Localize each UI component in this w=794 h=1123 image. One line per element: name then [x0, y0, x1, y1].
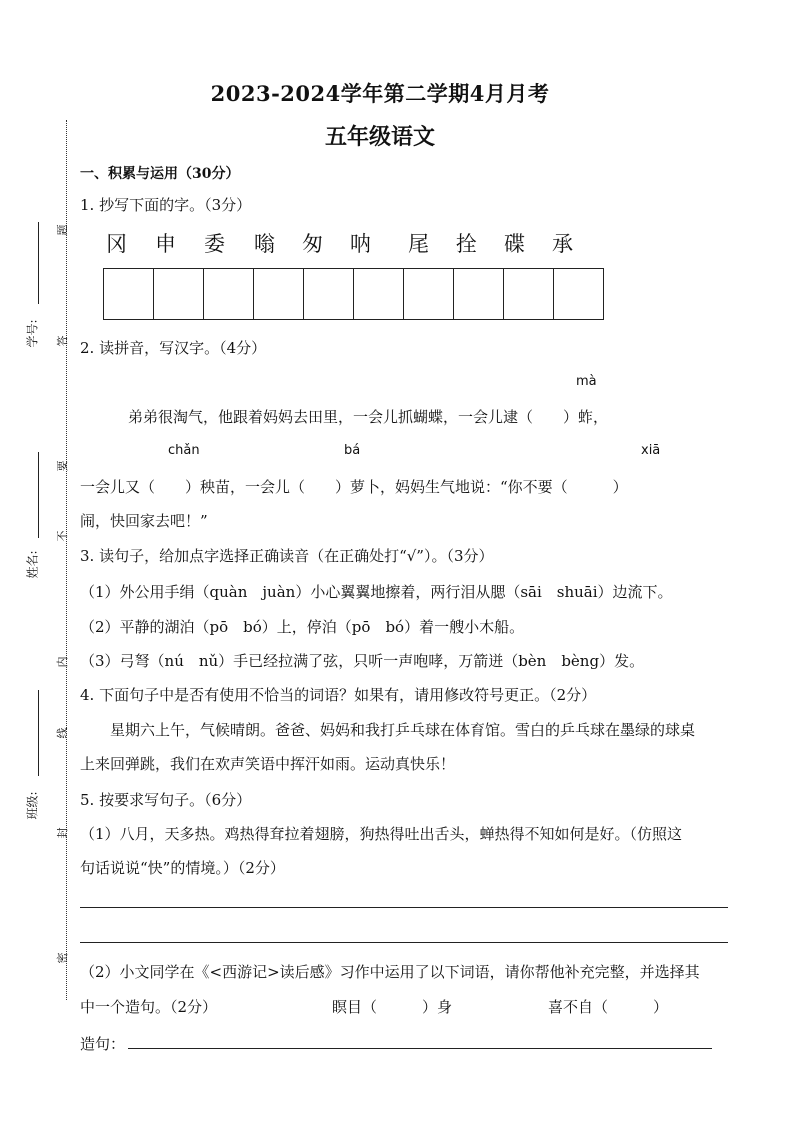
pinyin-hint: xiā — [641, 443, 661, 458]
writing-cell[interactable] — [304, 269, 354, 319]
idiom-blank: 瞑目（ ）身 — [332, 998, 453, 1016]
pinyin-hint: chǎn — [168, 443, 200, 458]
binding-dotted-line — [66, 120, 67, 1000]
copy-char: 尾 — [408, 232, 429, 256]
make-sentence-line[interactable] — [128, 1048, 712, 1049]
seal-char: 题 — [56, 224, 69, 236]
seal-char: 内 — [56, 656, 69, 668]
q4-passage: 星期六上午，气候晴朗。爸爸、妈妈和我打乒乓球在体育馆。雪白的乒乓球在墨绿的球桌 — [110, 721, 696, 739]
q3-item: （1）外公用手绢（quàn juàn）小心翼翼地擦着，两行泪从腮（sāi shuāi）边流下。 — [80, 583, 673, 601]
exam-subtitle: 五年级语文 — [324, 124, 435, 150]
q2-prompt: 2. 读拼音，写汉字。（4分） — [80, 339, 267, 357]
banji-line — [38, 690, 39, 776]
seal-char: 要 — [56, 460, 69, 472]
q4-prompt: 4. 下面句子中是否有使用不恰当的词语？如果有，请用修改符号更正。（2分） — [80, 686, 597, 704]
answer-line[interactable] — [80, 942, 728, 943]
writing-cell[interactable] — [404, 269, 454, 319]
seal-char: 线 — [56, 727, 69, 739]
xingming-line — [38, 452, 39, 538]
writing-cell[interactable] — [254, 269, 304, 319]
make-sentence-label: 造句： — [80, 1035, 126, 1053]
copy-char: 呐 — [350, 232, 371, 256]
idiom-blank: 喜不自（ ） — [548, 998, 669, 1016]
xuehao-label: 学号: — [25, 319, 40, 348]
q2-line: 一会儿又（ ）秧苗，一会儿（ ）萝卜，妈妈生气地说：“你不要（ ） — [80, 478, 628, 496]
seal-char: 密 — [56, 952, 69, 964]
copy-char: 碟 — [504, 232, 525, 256]
writing-cell[interactable] — [454, 269, 504, 319]
q5-prompt: 5. 按要求写句子。（6分） — [80, 791, 252, 809]
copy-char: 委 — [204, 232, 225, 256]
writing-grid — [103, 268, 604, 320]
q2-line: 弟弟很淘气，他跟着妈妈去田里，一会儿抓蝴蝶，一会儿逮（ ）蚱， — [128, 408, 609, 426]
q3-item: （2）平静的湖泊（pō bó）上，停泊（pō bó）着一艘小木船。 — [80, 618, 525, 636]
writing-cell[interactable] — [504, 269, 554, 319]
q5-sub2: （2）小文同学在《<西游记>读后感》习作中运用了以下词语，请你帮他补充完整，并选择其 — [80, 963, 700, 981]
writing-cell[interactable] — [554, 269, 603, 319]
writing-cell[interactable] — [154, 269, 204, 319]
q4-passage: 上来回弹跳，我们在欢声笑语中挥汗如雨。运动真快乐！ — [80, 755, 456, 773]
seal-char: 不 — [56, 530, 69, 542]
pinyin-hint: bá — [344, 443, 361, 458]
seal-char: 答 — [56, 335, 69, 347]
q1-prompt: 1. 抄写下面的字。（3分） — [80, 196, 252, 214]
seal-char: 封 — [56, 827, 69, 839]
writing-cell[interactable] — [204, 269, 254, 319]
copy-char: 拴 — [456, 232, 477, 256]
writing-cell[interactable] — [354, 269, 404, 319]
copy-char: 匆 — [302, 232, 323, 256]
q5-sub2: 中一个造句。（2分） — [80, 998, 218, 1016]
q2-line: 闹，快回家去吧！” — [80, 512, 208, 530]
q5-sub1: 句话说说“快”的情境。）（2分） — [80, 859, 285, 877]
answer-line[interactable] — [80, 907, 728, 908]
section-heading: 一、积累与运用（30分） — [80, 166, 240, 182]
copy-char: 申 — [155, 232, 176, 256]
banji-label: 班级: — [25, 791, 40, 820]
pinyin-hint: mà — [576, 374, 597, 389]
copy-char: 嗡 — [254, 232, 275, 256]
copy-char: 冈 — [106, 232, 127, 256]
q3-item: （3）弓弩（nú nǔ）手已经拉满了弦，只听一声咆哮，万箭迸（bèn bèng）发。 — [80, 652, 645, 670]
writing-cell[interactable] — [104, 269, 154, 319]
q3-prompt: 3. 读句子，给加点字选择正确读音（在正确处打“√”）。（3分） — [80, 547, 494, 565]
q5-sub1: （1）八月，天多热。鸡热得耷拉着翅膀，狗热得吐出舌头，蝉热得不知如何是好。（仿照这 — [80, 825, 683, 843]
xuehao-line — [38, 222, 39, 304]
xingming-label: 姓名: — [25, 550, 40, 579]
exam-title: 2023-2024学年第二学期4月月考 — [210, 81, 550, 106]
copy-char: 承 — [552, 232, 573, 256]
